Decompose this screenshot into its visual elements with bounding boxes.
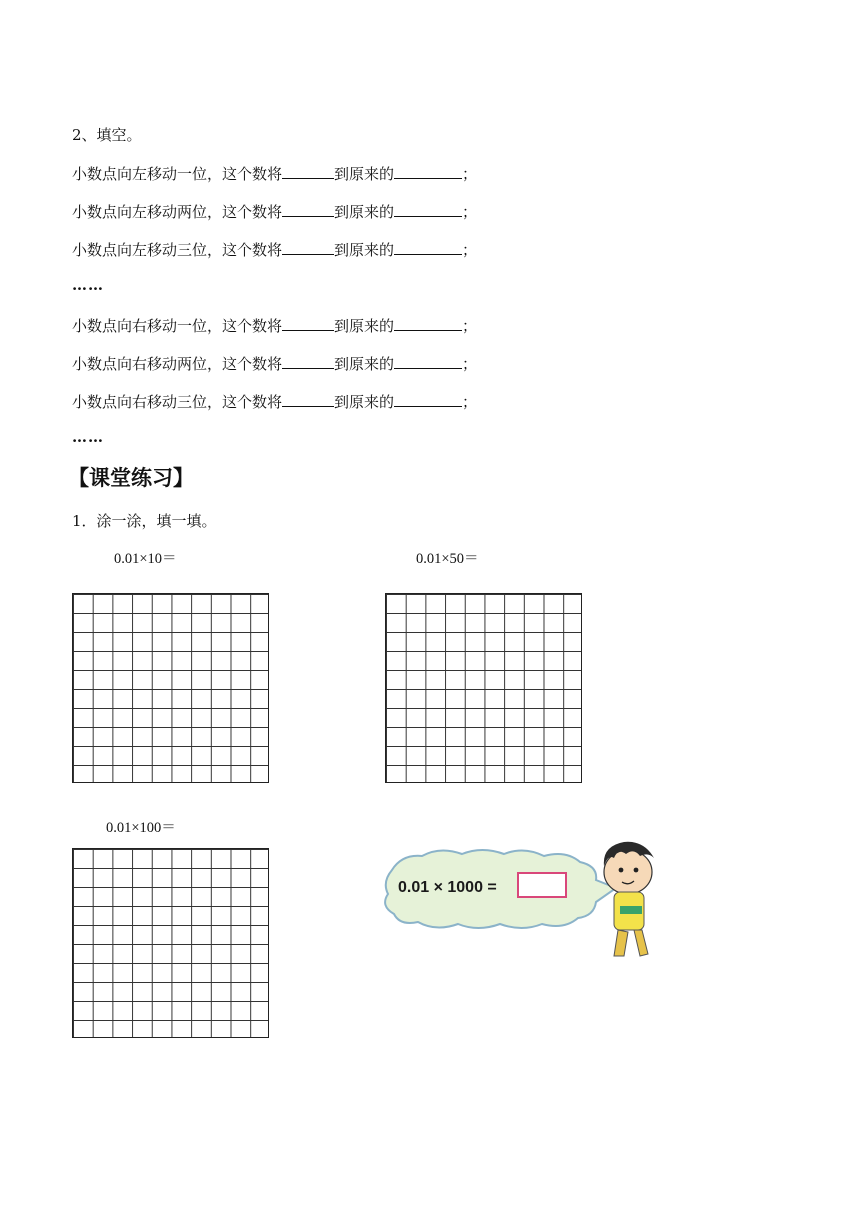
line-text: 小数点向左移动两位，这个数将 bbox=[72, 203, 283, 221]
fill-line-5 bbox=[72, 353, 477, 374]
blank-field[interactable] bbox=[394, 354, 462, 369]
line-punct: ； bbox=[462, 393, 478, 411]
fill-line-2 bbox=[72, 201, 477, 222]
ellipsis: …… bbox=[72, 276, 104, 294]
section-title: 2、填空。 bbox=[72, 126, 142, 144]
line-text: 小数点向右移动三位，这个数将 bbox=[72, 393, 283, 411]
practice-heading: 【课堂练习】 bbox=[68, 466, 194, 490]
hundred-grid-2[interactable] bbox=[385, 593, 582, 783]
blank-field[interactable] bbox=[394, 392, 462, 407]
boy-character-icon bbox=[604, 842, 654, 956]
expression-3: 0.01×100＝ bbox=[106, 820, 176, 836]
blank-field[interactable] bbox=[282, 354, 334, 369]
line-text: 小数点向左移动三位，这个数将 bbox=[72, 241, 283, 259]
line-text: 到原来的 bbox=[334, 317, 395, 335]
speech-illustration bbox=[378, 836, 678, 966]
blank-field[interactable] bbox=[282, 202, 334, 217]
fill-line-6 bbox=[72, 391, 477, 412]
blank-field[interactable] bbox=[282, 392, 334, 407]
line-text: 小数点向左移动一位，这个数将 bbox=[72, 165, 283, 183]
blank-field[interactable] bbox=[282, 164, 334, 179]
line-punct: ； bbox=[462, 241, 478, 259]
blank-field[interactable] bbox=[394, 316, 462, 331]
line-text: 到原来的 bbox=[334, 203, 395, 221]
hundred-grid-1[interactable] bbox=[72, 593, 269, 783]
blank-field[interactable] bbox=[394, 240, 462, 255]
answer-box[interactable] bbox=[518, 873, 566, 897]
line-text: 到原来的 bbox=[334, 355, 395, 373]
blank-field[interactable] bbox=[394, 202, 462, 217]
ellipsis: …… bbox=[72, 428, 104, 446]
line-text: 到原来的 bbox=[334, 165, 395, 183]
speech-cloud-graphic bbox=[378, 836, 678, 966]
line-punct: ； bbox=[462, 203, 478, 221]
fill-line-3 bbox=[72, 239, 477, 260]
line-text: 小数点向右移动两位，这个数将 bbox=[72, 355, 283, 373]
blank-field[interactable] bbox=[282, 316, 334, 331]
fill-line-4 bbox=[72, 315, 477, 336]
question-1-title: 1．涂一涂，填一填。 bbox=[72, 512, 217, 530]
line-punct: ； bbox=[462, 165, 478, 183]
blank-field[interactable] bbox=[394, 164, 462, 179]
line-text: 到原来的 bbox=[334, 393, 395, 411]
fill-line-1 bbox=[72, 163, 477, 184]
bubble-equation: 0.01 × 1000 = bbox=[398, 879, 497, 896]
line-text: 到原来的 bbox=[334, 241, 395, 259]
expression-2: 0.01×50＝ bbox=[416, 551, 479, 567]
line-punct: ； bbox=[462, 317, 478, 335]
line-text: 小数点向右移动一位，这个数将 bbox=[72, 317, 283, 335]
blank-field[interactable] bbox=[282, 240, 334, 255]
expression-1: 0.01×10＝ bbox=[114, 551, 177, 567]
hundred-grid-3[interactable] bbox=[72, 848, 269, 1038]
line-punct: ； bbox=[462, 355, 478, 373]
